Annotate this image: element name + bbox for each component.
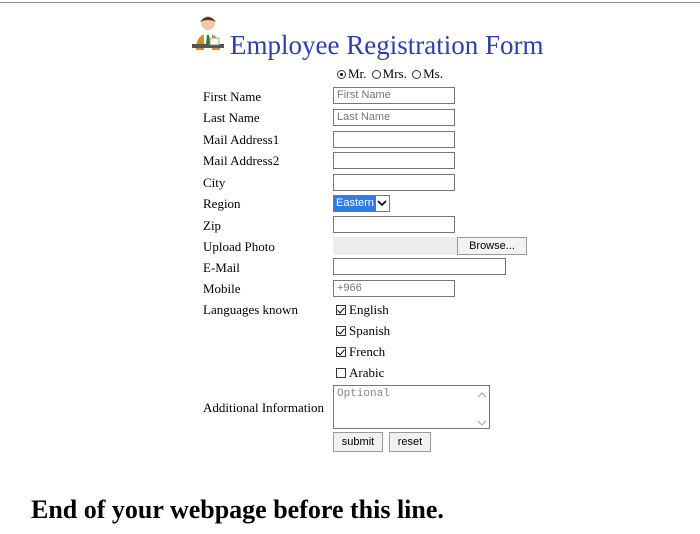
browse-button[interactable]: Browse...: [457, 237, 527, 255]
region-selected-value: Eastern: [336, 197, 374, 209]
textarea-scrollbar[interactable]: [477, 389, 487, 427]
scroll-down-icon[interactable]: [477, 419, 487, 427]
zip-input[interactable]: [333, 216, 455, 233]
city-input[interactable]: [333, 174, 455, 191]
top-divider: [0, 2, 700, 3]
footer-text: End of your webpage before this line.: [31, 495, 444, 524]
mobile-input[interactable]: +966: [333, 280, 455, 297]
salutation-group: [335, 66, 443, 82]
last-name-label: Last Name: [203, 110, 260, 125]
language-english[interactable]: English: [336, 302, 389, 318]
email-label: E-Mail: [203, 260, 240, 275]
language-arabic[interactable]: Arabic: [336, 365, 384, 381]
checkbox[interactable]: [336, 326, 346, 336]
region-select[interactable]: [333, 195, 390, 212]
textarea-placeholder: Optional: [337, 388, 390, 400]
languages-label: Languages known: [203, 302, 298, 317]
chevron-down-icon: [376, 196, 389, 211]
mail-address2-input[interactable]: [333, 152, 455, 169]
checkbox[interactable]: [336, 368, 346, 378]
additional-info-label: Additional Information: [203, 400, 324, 415]
submit-button[interactable]: submit: [333, 432, 383, 452]
upload-photo-label: Upload Photo: [203, 239, 275, 254]
city-label: City: [203, 175, 226, 190]
last-name-input[interactable]: Last Name: [333, 109, 455, 126]
checkbox[interactable]: [336, 305, 346, 315]
person-icon: [188, 14, 228, 54]
radio-ms[interactable]: Ms.: [410, 66, 443, 81]
page-title: Employee Registration Form: [230, 30, 544, 60]
checkbox[interactable]: [336, 347, 346, 357]
first-name-label: First Name: [203, 89, 262, 104]
region-label: Region: [203, 196, 241, 211]
zip-label: Zip: [203, 218, 222, 233]
radio-mr[interactable]: Mr.: [335, 66, 366, 81]
radio-button[interactable]: [337, 70, 346, 79]
radio-button[interactable]: [372, 70, 381, 79]
additional-info-textarea[interactable]: [333, 385, 490, 429]
reset-button[interactable]: reset: [389, 432, 431, 452]
mobile-label: Mobile: [203, 281, 241, 296]
mail-address1-label: Mail Address1: [203, 132, 280, 147]
first-name-input[interactable]: First Name: [333, 87, 455, 104]
upload-photo-input[interactable]: [333, 237, 527, 255]
language-french[interactable]: French: [336, 344, 385, 360]
radio-button[interactable]: [412, 70, 421, 79]
mail-address1-input[interactable]: [333, 131, 455, 148]
language-spanish[interactable]: Spanish: [336, 323, 390, 339]
radio-mrs[interactable]: Mrs.: [370, 66, 407, 81]
email-input[interactable]: [333, 258, 506, 275]
scroll-up-icon[interactable]: [477, 391, 487, 399]
mail-address2-label: Mail Address2: [203, 153, 280, 168]
